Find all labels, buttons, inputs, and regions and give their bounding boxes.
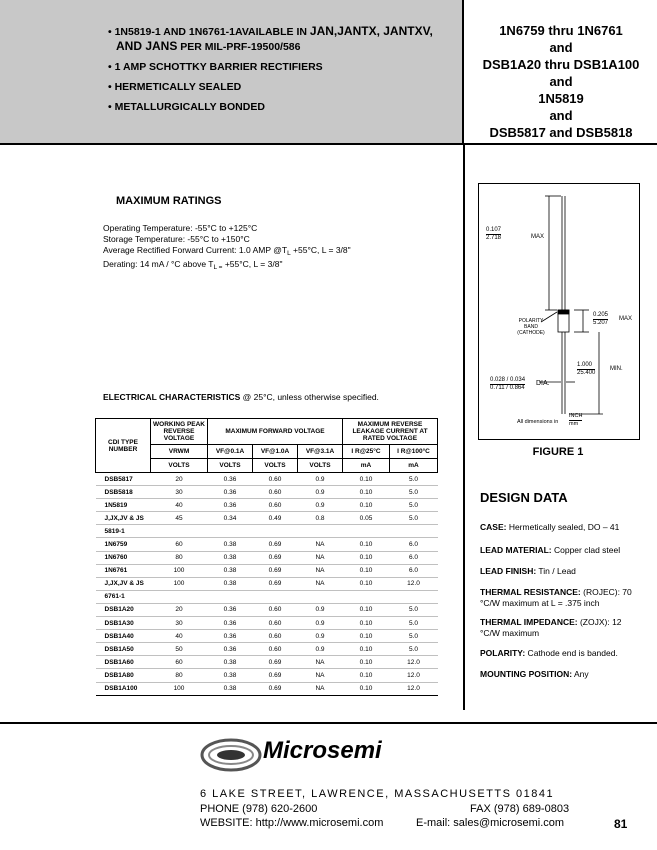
table-body — [96, 473, 438, 696]
value-cell: 0.10 — [343, 682, 390, 695]
sub-header: I R@25°C — [343, 445, 390, 459]
header-divider — [462, 0, 464, 143]
forward-current: Average Rectified Forward Current: 1.0 AMP $@T_L +55^\circ C$, L = 3/8" — [103, 245, 351, 257]
part-number-cell: 6761-1 — [96, 590, 151, 603]
table-row — [96, 486, 438, 499]
thermal-resistance-spec: THERMAL RESISTANCE: (ROJEC): 70 °C/W maximum at L = .375 inch — [480, 587, 632, 608]
part-line: DSB1A20 thru DSB1A100 — [482, 57, 640, 72]
value-cell: 0.69 — [253, 577, 298, 590]
value-cell — [253, 590, 298, 603]
value-cell: 0.9 — [298, 630, 343, 643]
website[interactable]: WEBSITE: http://www.microsemi.com — [200, 817, 384, 829]
value-cell: 12.0 — [390, 669, 438, 682]
value-cell: NA — [298, 538, 343, 551]
col-header-working-voltage: WORKING PEAK REVERSE VOLTAGE — [151, 419, 208, 445]
bullet-schottky: • 1 AMP SCHOTTKY BARRIER RECTIFIERS — [108, 61, 323, 73]
value-cell: 0.10 — [343, 499, 390, 512]
maximum-ratings-list — [103, 223, 351, 273]
value-cell: 0.38 — [208, 669, 253, 682]
value-cell: 0.34 — [208, 512, 253, 525]
dim-total-length: 1.000 25.400 — [577, 362, 596, 376]
value-cell: 0.69 — [253, 564, 298, 577]
part-number-cell: J,JX,JV & JS — [96, 577, 151, 590]
part-number-cell: DSB1A40 — [96, 630, 151, 643]
value-cell — [343, 590, 390, 603]
value-cell: NA — [298, 564, 343, 577]
part-line: and — [549, 74, 573, 89]
value-cell: 0.10 — [343, 486, 390, 499]
value-cell: 0.60 — [253, 603, 298, 616]
value-cell: 0.60 — [253, 617, 298, 630]
value-cell — [343, 525, 390, 538]
value-cell: NA — [298, 577, 343, 590]
value-cell: 0.8 — [298, 512, 343, 525]
value-cell: 0.60 — [253, 499, 298, 512]
right-panel-divider — [463, 145, 465, 710]
unit-header: VOLTS — [208, 459, 253, 473]
value-cell: NA — [298, 682, 343, 695]
value-cell: 5.0 — [390, 486, 438, 499]
value-cell: 0.69 — [253, 551, 298, 564]
table-row — [96, 473, 438, 486]
storage-temperature: Storage Temperature: -55°C to +150°C — [103, 234, 250, 244]
value-cell — [208, 590, 253, 603]
value-cell: 0.38 — [208, 538, 253, 551]
dimensions-note: All dimensions in — [517, 419, 559, 425]
value-cell: 6.0 — [390, 564, 438, 577]
table-row — [96, 525, 438, 538]
value-cell: 0.9 — [298, 499, 343, 512]
value-cell: 12.0 — [390, 682, 438, 695]
col-header-type: CDI TYPE NUMBER — [96, 419, 151, 473]
value-cell: 100 — [151, 564, 208, 577]
part-number-cell: 1N6760 — [96, 551, 151, 564]
table-row — [96, 669, 438, 682]
address: 6 LAKE STREET, LAWRENCE, MASSACHUSETTS 01841 — [200, 788, 555, 800]
page-number: 81 — [614, 817, 628, 831]
value-cell: 40 — [151, 630, 208, 643]
value-cell: 0.38 — [208, 682, 253, 695]
part-number-cell: 1N5819 — [96, 499, 151, 512]
part-number-cell: DSB1A30 — [96, 617, 151, 630]
value-cell: 0.49 — [253, 512, 298, 525]
thermal-impedance-spec: THERMAL IMPEDANCE: (ZOJX): 12 °C/W maximum — [480, 617, 622, 638]
col-header-forward-voltage: MAXIMUM FORWARD VOLTAGE — [208, 419, 343, 445]
part-number-cell: DSB1A100 — [96, 682, 151, 695]
derating: Derating: 14 mA / °C above $T_{L =} +55^\circ C$, L = 3/8" — [103, 259, 283, 271]
part-number-cell: 5819-1 — [96, 525, 151, 538]
value-cell: 30 — [151, 617, 208, 630]
value-cell: 5.0 — [390, 630, 438, 643]
unit-header: VOLTS — [253, 459, 298, 473]
value-cell: 0.36 — [208, 643, 253, 656]
table-row — [96, 682, 438, 695]
operating-temperature: Operating Temperature: -55°C to +125°C — [103, 223, 258, 233]
phone: PHONE (978) 620-2600 — [200, 803, 318, 815]
value-cell: 0.9 — [298, 473, 343, 486]
part-line: and — [549, 108, 573, 123]
part-number-cell: 1N6759 — [96, 538, 151, 551]
value-cell: 50 — [151, 643, 208, 656]
logo-wordmark: Microsemi — [263, 737, 382, 764]
polarity-band-label: POLARITY BAND (CATHODE) — [517, 318, 545, 336]
dim-lead-max: MAX — [531, 234, 545, 240]
lead-finish-spec: LEAD FINISH: Tin / Lead — [480, 566, 576, 576]
table-row — [96, 590, 438, 603]
fax: FAX (978) 689-0803 — [470, 803, 570, 815]
value-cell: 0.9 — [298, 603, 343, 616]
value-cell: 0.10 — [343, 577, 390, 590]
bullet-availability: • 1N5819-1 AND 1N6761-1AVAILABLE IN JAN,JANTX, JANTXV, AND JANS PER MIL-PRF-19500/586 — [108, 24, 433, 53]
table-row — [96, 538, 438, 551]
value-cell: 5.0 — [390, 473, 438, 486]
footer-rule — [0, 722, 657, 724]
value-cell: 45 — [151, 512, 208, 525]
value-cell: 0.38 — [208, 656, 253, 669]
value-cell: 0.10 — [343, 630, 390, 643]
unit-header: mA — [390, 459, 438, 473]
part-number-list — [466, 22, 656, 141]
value-cell: 0.9 — [298, 643, 343, 656]
value-cell: 100 — [151, 577, 208, 590]
case-spec: CASE: Hermetically sealed, DO – 41 — [480, 522, 620, 532]
value-cell: 0.60 — [253, 473, 298, 486]
value-cell — [390, 590, 438, 603]
value-cell — [208, 525, 253, 538]
dim-body-max: MAX — [619, 316, 633, 322]
electrical-characteristics-table — [95, 418, 438, 696]
value-cell: 0.10 — [343, 643, 390, 656]
value-cell: 0.10 — [343, 603, 390, 616]
value-cell: 0.9 — [298, 486, 343, 499]
value-cell: 5.0 — [390, 512, 438, 525]
value-cell: 6.0 — [390, 538, 438, 551]
dimensions-units: INCH mm — [569, 413, 583, 427]
unit-header: VOLTS — [298, 459, 343, 473]
figure-1-box — [478, 183, 640, 440]
value-cell: 80 — [151, 669, 208, 682]
value-cell: 12.0 — [390, 656, 438, 669]
logo-swirl-icon — [200, 732, 262, 778]
value-cell: 0.36 — [208, 486, 253, 499]
table-row — [96, 617, 438, 630]
value-cell: 30 — [151, 486, 208, 499]
dim-body-length: 0.205 5.207 — [593, 312, 609, 326]
table-row — [96, 551, 438, 564]
value-cell: 0.10 — [343, 669, 390, 682]
part-number-cell: DSB1A60 — [96, 656, 151, 669]
value-cell: 0.38 — [208, 551, 253, 564]
part-number-cell: DSB1A50 — [96, 643, 151, 656]
value-cell: 60 — [151, 656, 208, 669]
value-cell: 0.10 — [343, 656, 390, 669]
part-number-cell: DSB1A20 — [96, 603, 151, 616]
table-row — [96, 603, 438, 616]
part-line: DSB5817 and DSB5818 — [489, 125, 633, 140]
figure-1-label: FIGURE 1 — [532, 446, 584, 458]
header-bottom-rule — [0, 143, 657, 145]
value-cell: 80 — [151, 551, 208, 564]
value-cell: 0.10 — [343, 538, 390, 551]
value-cell: 0.10 — [343, 617, 390, 630]
value-cell: NA — [298, 669, 343, 682]
dim-dia-label: DIA. — [536, 380, 550, 387]
value-cell: 0.9 — [298, 617, 343, 630]
unit-header: VOLTS — [151, 459, 208, 473]
value-cell: 0.69 — [253, 656, 298, 669]
value-cell: 20 — [151, 603, 208, 616]
table-row — [96, 577, 438, 590]
value-cell: 0.69 — [253, 538, 298, 551]
value-cell: 5.0 — [390, 499, 438, 512]
polarity-spec: POLARITY: Cathode end is banded. — [480, 648, 618, 658]
diode-outline-drawing — [479, 184, 639, 439]
value-cell: 5.0 — [390, 643, 438, 656]
col-header-leakage: MAXIMUM REVERSE LEAKAGE CURRENT AT RATED VOLTAGE — [343, 419, 438, 445]
value-cell: 0.38 — [208, 564, 253, 577]
value-cell: 0.36 — [208, 603, 253, 616]
value-cell: 40 — [151, 499, 208, 512]
value-cell: 0.10 — [343, 551, 390, 564]
value-cell: 6.0 — [390, 551, 438, 564]
part-line: 1N6759 thru 1N6761 — [499, 23, 623, 38]
value-cell — [151, 590, 208, 603]
sub-header: I R@100°C — [390, 445, 438, 459]
value-cell — [390, 525, 438, 538]
value-cell: 60 — [151, 538, 208, 551]
value-cell: 0.38 — [208, 577, 253, 590]
bullet-sealed: • HERMETICALLY SEALED — [108, 81, 242, 93]
value-cell: 5.0 — [390, 603, 438, 616]
feature-bullets — [108, 24, 458, 120]
value-cell: 0.05 — [343, 512, 390, 525]
part-line: and — [549, 40, 573, 55]
value-cell: 0.36 — [208, 499, 253, 512]
value-cell: 0.60 — [253, 643, 298, 656]
part-number-cell: DSB5818 — [96, 486, 151, 499]
maximum-ratings-title: MAXIMUM RATINGS — [116, 195, 222, 207]
value-cell — [151, 525, 208, 538]
part-line: 1N5819 — [538, 91, 584, 106]
table-row — [96, 564, 438, 577]
value-cell: 0.60 — [253, 630, 298, 643]
value-cell: 100 — [151, 682, 208, 695]
value-cell — [298, 525, 343, 538]
dim-total-min: MIN. — [610, 366, 623, 372]
unit-header: mA — [343, 459, 390, 473]
part-number-cell: 1N6761 — [96, 564, 151, 577]
table-row — [96, 512, 438, 525]
value-cell: 12.0 — [390, 577, 438, 590]
value-cell: 0.10 — [343, 564, 390, 577]
table-row — [96, 643, 438, 656]
part-number-cell: J,JX,JV & JS — [96, 512, 151, 525]
value-cell — [253, 525, 298, 538]
table-row — [96, 499, 438, 512]
value-cell: 0.36 — [208, 630, 253, 643]
part-number-cell: DSB1A80 — [96, 669, 151, 682]
value-cell — [298, 590, 343, 603]
value-cell: 0.36 — [208, 617, 253, 630]
value-cell: 0.69 — [253, 682, 298, 695]
sub-header: VRWM — [151, 445, 208, 459]
sub-header: VF@3.1A — [298, 445, 343, 459]
mounting-position-spec: MOUNTING POSITION: Any — [480, 669, 589, 679]
value-cell: NA — [298, 656, 343, 669]
lead-material-spec: LEAD MATERIAL: Copper clad steel — [480, 545, 621, 555]
email[interactable]: E-mail: sales@microsemi.com — [416, 817, 565, 829]
value-cell: NA — [298, 551, 343, 564]
table-row — [96, 630, 438, 643]
part-number-cell: DSB5817 — [96, 473, 151, 486]
value-cell: 0.60 — [253, 486, 298, 499]
bullet-bonded: • METALLURGICALLY BONDED — [108, 101, 265, 113]
sub-header: VF@1.0A — [253, 445, 298, 459]
value-cell: 0.69 — [253, 669, 298, 682]
sub-header: VF@0.1A — [208, 445, 253, 459]
table-row — [96, 656, 438, 669]
electrical-characteristics-title: ELECTRICAL CHARACTERISTICS @ 25°C, unless otherwise specified. — [103, 392, 379, 402]
value-cell: 5.0 — [390, 617, 438, 630]
design-data-title: DESIGN DATA — [480, 490, 568, 505]
value-cell: 0.10 — [343, 473, 390, 486]
value-cell: 0.36 — [208, 473, 253, 486]
dim-lead-length: 0.107 2.718 — [486, 227, 502, 241]
dim-lead-diameter: 0.028 / 0.034 0.711 / 0.864 — [490, 377, 526, 391]
value-cell: 20 — [151, 473, 208, 486]
